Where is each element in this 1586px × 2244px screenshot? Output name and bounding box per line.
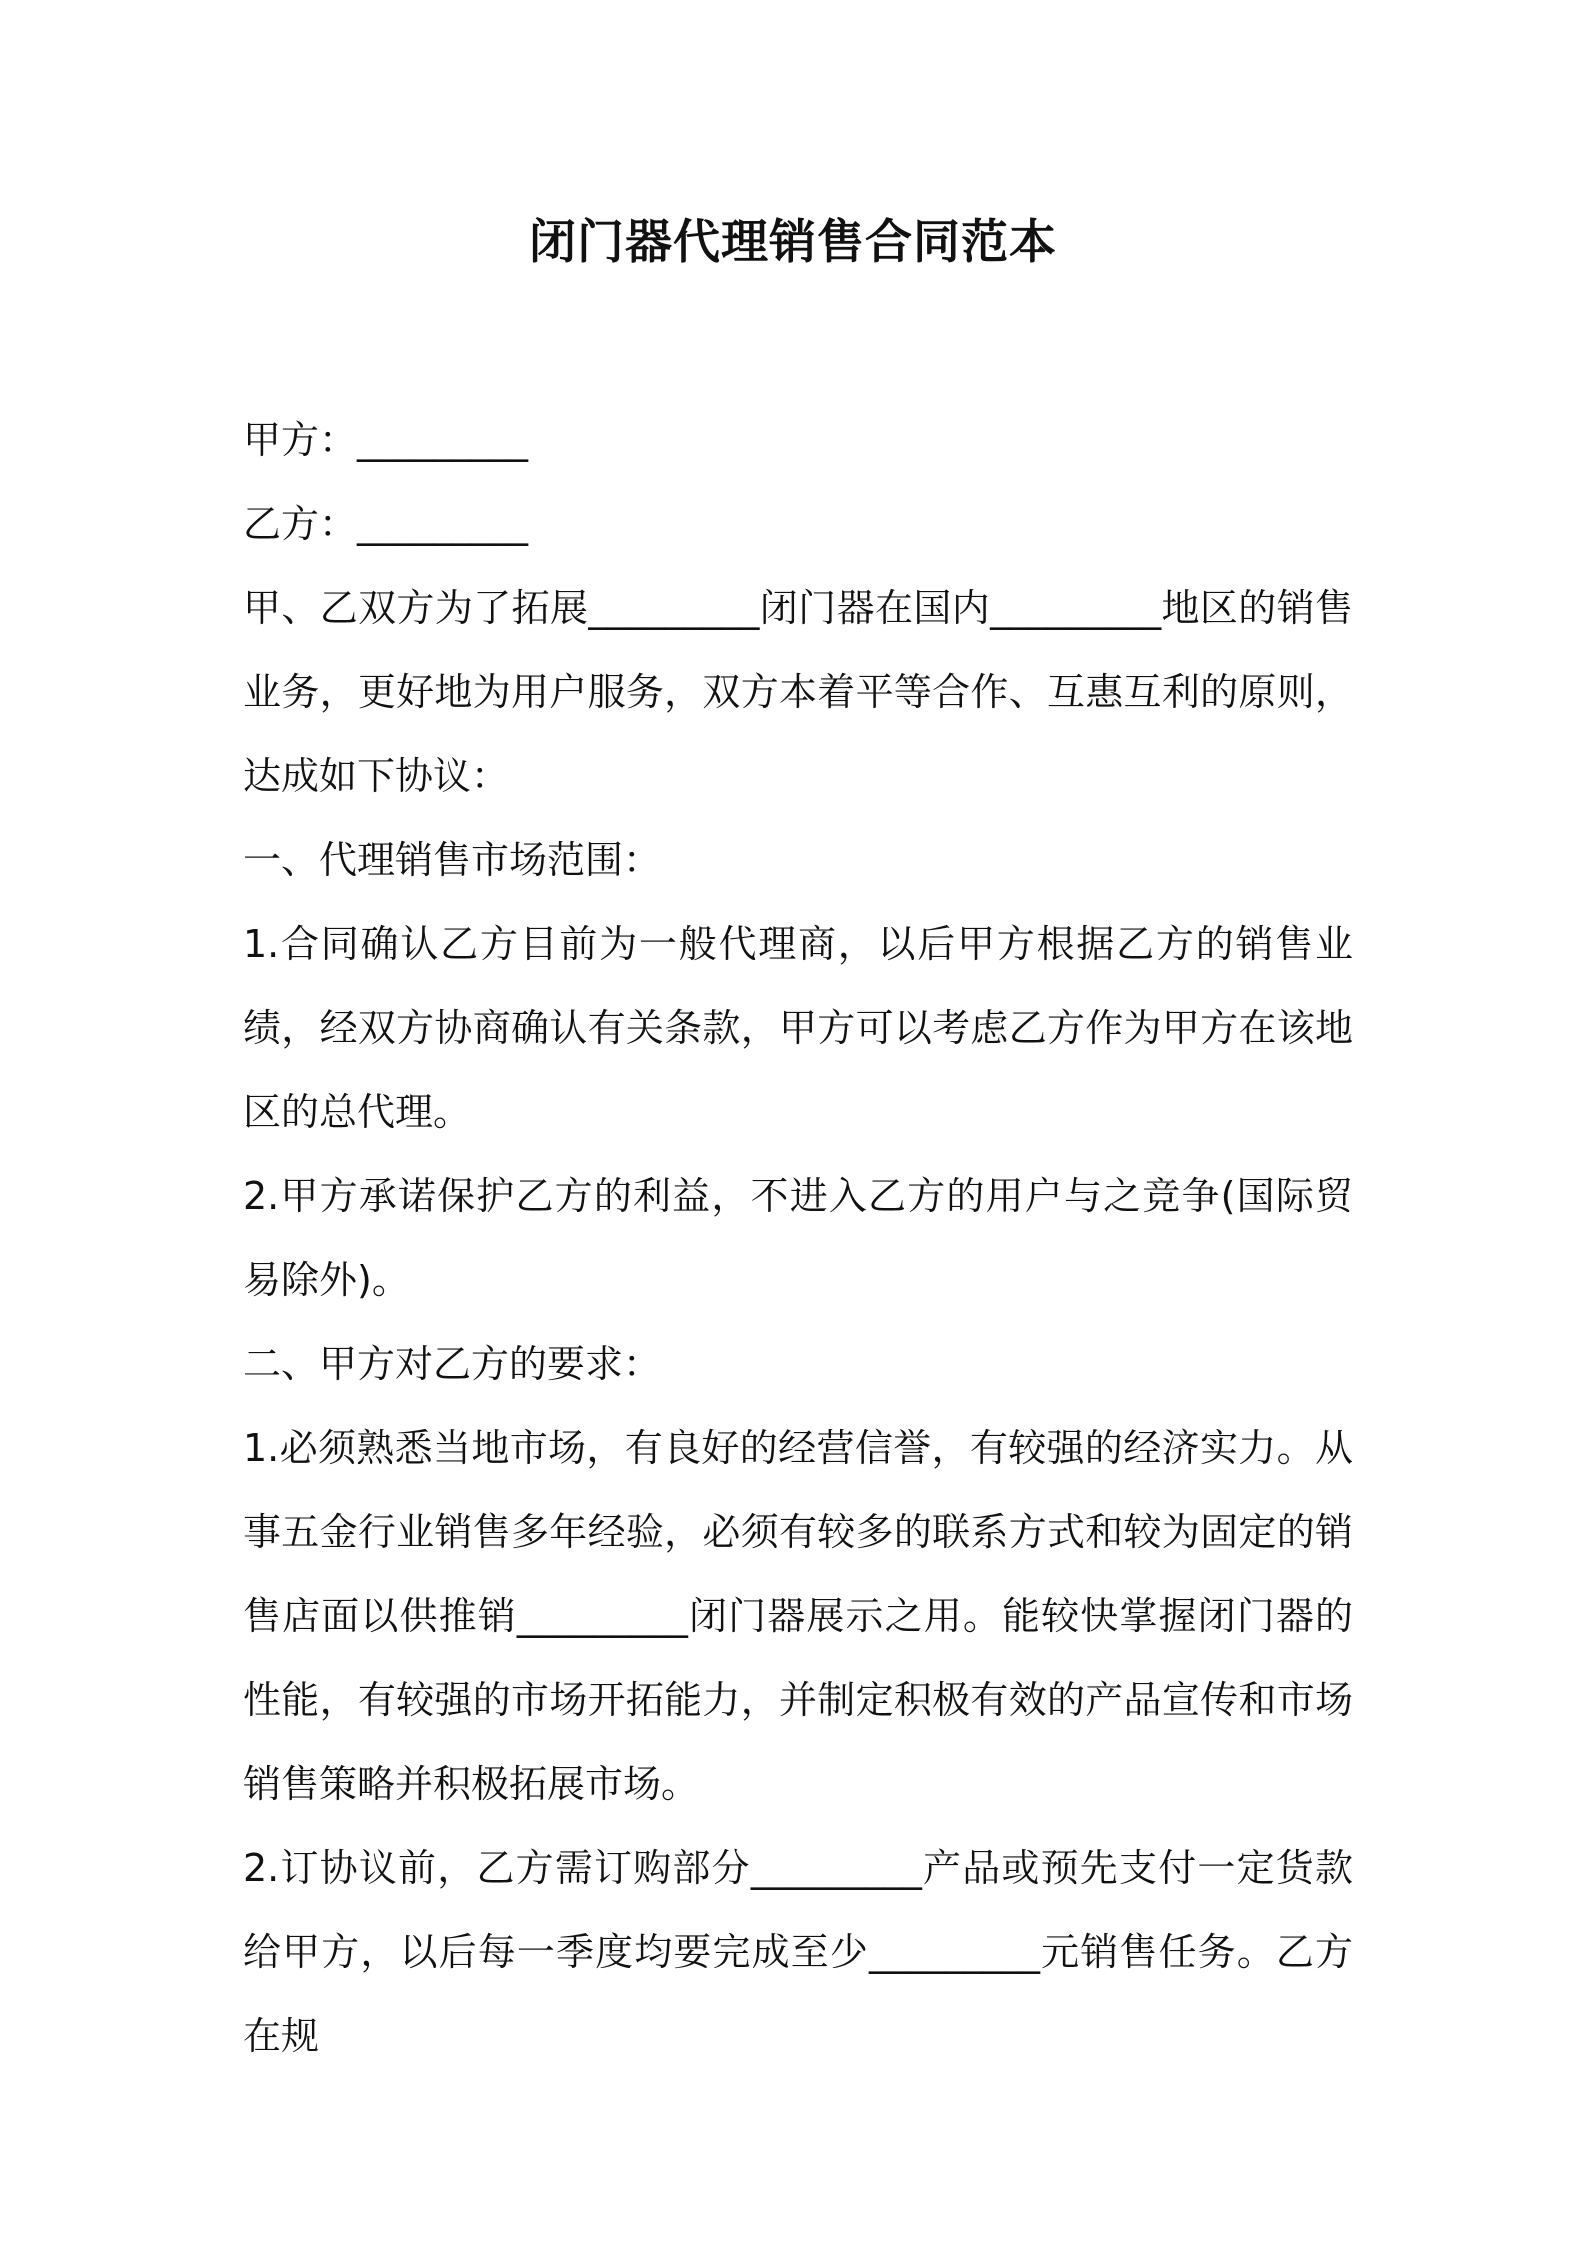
document-title: 闭门器代理销售合同范本 bbox=[529, 215, 1057, 270]
party-a-line: 甲方：_________ bbox=[243, 418, 529, 462]
section-heading-1: 一、代理销售市场范围： bbox=[243, 838, 662, 882]
clause-2-2: 2.订协议前，乙方需订购部分_________产品或预先支付一定货款给甲方，以后每一季度均要完成至少_________元销售任务。乙方在规 bbox=[243, 1846, 1353, 2058]
document-body bbox=[243, 398, 1353, 2078]
clause-2-1: 1.必须熟悉当地市场，有良好的经营信誉，有较强的经济实力。从事五金行业销售多年经验，必须有较多的联系方式和较为固定的销售店面以供推销_________闭门器展示之用。能较快掌握闭门器的性能，有较强的市场开拓能力，并制定积极有效的产品宣传和市场销售策略并积极拓展市场。 bbox=[243, 1426, 1353, 1806]
clause-1-1: 1.合同确认乙方目前为一般代理商，以后甲方根据乙方的销售业绩，经双方协商确认有关条款，甲方可以考虑乙方作为甲方在该地区的总代理。 bbox=[243, 922, 1353, 1134]
party-b-line: 乙方：_________ bbox=[243, 502, 529, 546]
section-heading-2: 二、甲方对乙方的要求： bbox=[243, 1342, 662, 1386]
clause-1-2: 2.甲方承诺保护乙方的利益，不进入乙方的用户与之竞争(国际贸易除外)。 bbox=[243, 1174, 1353, 1302]
preamble-paragraph: 甲、乙双方为了拓展_________闭门器在国内_________地区的销售业务，更好地为用户服务，双方本着平等合作、互惠互利的原则，达成如下协议： bbox=[243, 586, 1353, 798]
